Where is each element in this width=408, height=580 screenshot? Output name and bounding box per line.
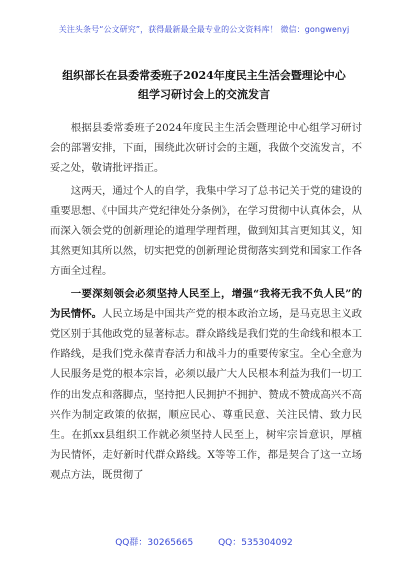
- footer-qq: QQ：535304092: [218, 538, 293, 548]
- paragraph-point-one: [50, 284, 362, 486]
- paragraph-intro: 根据县委常委班子2024年度民主生活会暨理论中心组学习研讨会的部署安排，下面，围绕此次研讨会的主题，我做个交流发言，不妥之处，敬请批评指正。: [50, 122, 362, 175]
- point-one-heading: 一要深刻领会必须坚持人民至上，增强“我将无我不负人民”的为民情怀。: [50, 287, 362, 320]
- document-title: [40, 66, 368, 104]
- document-body: [50, 118, 362, 486]
- footer-qq-group: QQ群：30265665: [115, 538, 194, 548]
- paragraph-study: 这两天，通过个人的自学，我集中学习了总书记关于党的建设的重要思想、《中国共产党纪律处分条例》，在学习贯彻中认真体会，从而深入领会党的创新理论的道理学理哲理，做到知其言更知其义，知其然更知其所以然，切实把党的创新理论贯彻落实到党和国家工作各方面全过程。: [50, 184, 362, 278]
- title-line-1: 组织部长在县委常委班子2024年度民主生活会暨理论中心: [62, 69, 346, 82]
- page-footer: [0, 535, 408, 548]
- page-header-banner: 关注头条号“公文研究”，获得最新最全最专业的公文资料库！ 微信：gongwenyj: [58, 25, 350, 34]
- title-line-2: 组学习研讨会上的交流发言: [138, 88, 270, 101]
- point-one-body: 人民立场是中国共产党的根本政治立场，是马克思主义政党区别于其他政党的显著标志。群众路线是我们党的生命线和根本工作路线，是我们党永葆青春活力和战斗力的重要传家宝。全心全意为人民服务是党的根本宗旨，必须以最广大人民根本利益为我们一切工作的出发点和落脚点，坚持把人民拥护不拥护、赞成不赞成高兴不高兴作为制定政策的依据，顺应民心、尊重民意、关注民情、致力民生。在抓xx县组织工作就必须坚持人民至上，树牢宗旨意识，厚植为民情怀，走好新时代群众路线。X等等工作，都是契合了这一立场观点方法，既贯彻了: [50, 307, 363, 482]
